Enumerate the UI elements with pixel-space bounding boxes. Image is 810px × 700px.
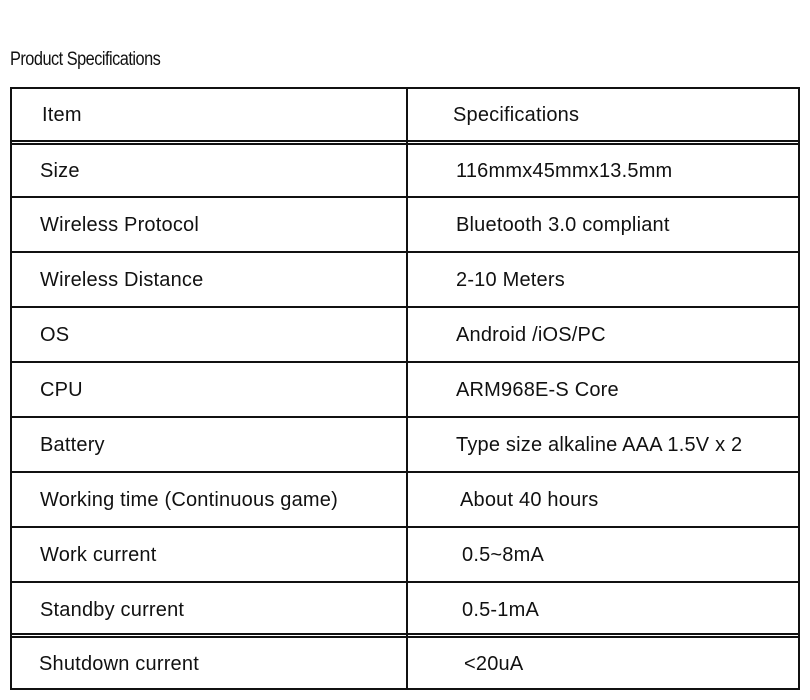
row-item: OS: [40, 323, 70, 346]
row-item: Shutdown current: [39, 652, 199, 675]
table-row: [12, 583, 798, 637]
row-divider: [12, 581, 798, 583]
table-header-row: [12, 89, 798, 141]
table-row: [12, 308, 798, 362]
row-spec: 0.5~8mA: [462, 543, 545, 566]
row-divider: [12, 251, 798, 253]
row-item: Wireless Protocol: [40, 214, 199, 236]
row-spec: 0.5-1mA: [462, 598, 539, 621]
row-divider-double: [12, 636, 798, 638]
page-title: Product Specifications: [10, 49, 161, 70]
row-spec: Type size alkaline AAA 1.5V x 2: [456, 433, 743, 456]
row-item: Battery: [40, 433, 105, 456]
row-spec: 2-10 Meters: [456, 268, 565, 291]
row-divider: [12, 526, 798, 528]
row-divider: [12, 361, 798, 363]
table-row: [12, 418, 798, 472]
row-item: Work current: [40, 543, 157, 566]
table-row: [12, 638, 798, 690]
row-spec: 116mmx45mmx13.5mm: [456, 160, 673, 182]
row-spec: Android /iOS/PC: [456, 323, 606, 346]
row-item: Wireless Distance: [40, 268, 204, 291]
row-spec: <20uA: [464, 652, 524, 675]
row-divider-double: [12, 140, 798, 142]
row-item: Standby current: [40, 598, 185, 621]
table-row: [12, 363, 798, 417]
table-row: [12, 146, 798, 197]
table-row: [12, 528, 798, 582]
row-spec: Bluetooth 3.0 compliant: [456, 214, 670, 236]
row-divider-double: [12, 143, 798, 145]
row-spec: About 40 hours: [460, 488, 599, 511]
header-item: Item: [42, 103, 82, 126]
row-spec: ARM968E-S Core: [456, 378, 619, 401]
row-divider: [12, 416, 798, 418]
row-divider: [12, 196, 798, 198]
table-row: [12, 253, 798, 307]
row-item: Size: [40, 160, 80, 182]
header-specifications: Specifications: [453, 103, 580, 126]
row-item: CPU: [40, 378, 83, 401]
table-row: [12, 473, 798, 527]
row-divider-double: [12, 633, 798, 635]
row-divider: [12, 471, 798, 473]
row-divider: [12, 306, 798, 308]
table-row: [12, 199, 798, 252]
spec-table: [10, 87, 800, 690]
row-item: Working time (Continuous game): [40, 488, 338, 511]
